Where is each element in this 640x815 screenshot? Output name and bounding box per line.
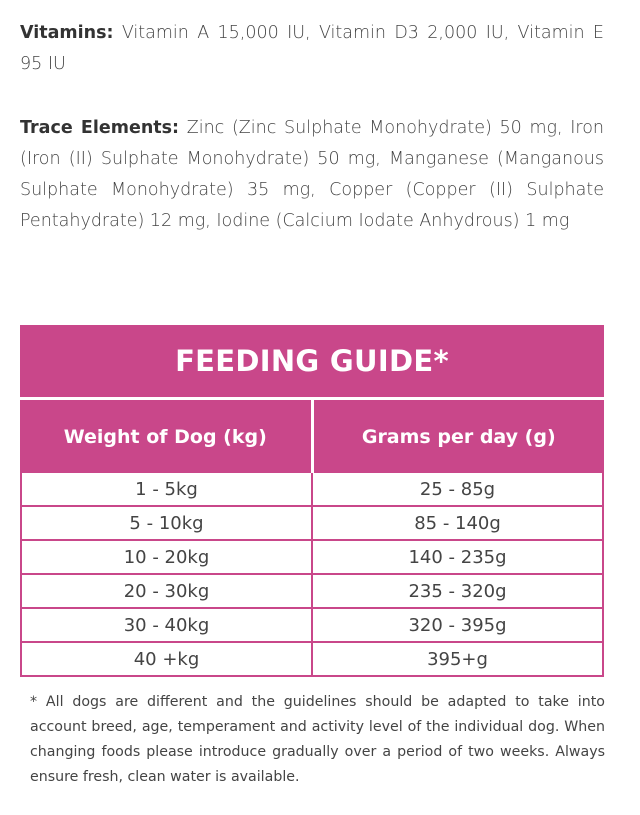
trace-elements-text: Zinc (Zinc Sulphate Monohydrate) 50 mg, Iron (Iron (II) Sulphate Monohydrate) 50 mg, Manganese (Manganous Sulphate Monohydrate) 35 mg, Copper (Copper (II) Sulphate Pentahydrate) 12 mg, Iodine (Calcium Iodate Anhydrous) 1 mg	[20, 118, 604, 231]
weight-cell: 30 - 40kg	[123, 614, 210, 636]
trace-elements-paragraph	[20, 113, 604, 237]
vitamins-label: Vitamins:	[20, 23, 114, 43]
feeding-guide-title: FEEDING GUIDE*	[20, 325, 604, 397]
table-header-row	[20, 397, 604, 473]
grams-cell: 320 - 395g	[311, 609, 602, 641]
header-weight: Weight of Dog (kg)	[63, 425, 267, 448]
grams-cell: 85 - 140g	[311, 507, 602, 539]
table-row	[22, 539, 602, 573]
feeding-footnote: * All dogs are different and the guidelines should be adapted to take into account breed, age, temperament and activity level of the individual dog. When changing foods please introduce gradually over a period of two weeks. Always ensure fresh, clean water is available.	[30, 694, 605, 785]
trace-elements-label: Trace Elements:	[20, 118, 180, 138]
grams-cell: 25 - 85g	[311, 473, 602, 505]
feeding-guide-table	[20, 325, 604, 677]
weight-cell: 5 - 10kg	[129, 512, 204, 534]
grams-cell: 395+g	[311, 643, 602, 675]
vitamins-paragraph	[20, 18, 604, 80]
weight-cell: 1 - 5kg	[135, 478, 198, 500]
table-body	[20, 473, 604, 677]
table-row	[22, 573, 602, 607]
header-grams: Grams per day (g)	[311, 400, 605, 473]
vitamins-text: Vitamin A 15,000 IU, Vitamin D3 2,000 IU, Vitamin E 95 IU	[20, 23, 604, 74]
table-row	[22, 607, 602, 641]
weight-cell: 20 - 30kg	[123, 580, 210, 602]
table-row	[22, 505, 602, 539]
weight-cell: 10 - 20kg	[123, 546, 210, 568]
table-row	[22, 641, 602, 675]
grams-cell: 235 - 320g	[311, 575, 602, 607]
weight-cell: 40 +kg	[133, 648, 200, 670]
table-row	[22, 473, 602, 505]
grams-cell: 140 - 235g	[311, 541, 602, 573]
